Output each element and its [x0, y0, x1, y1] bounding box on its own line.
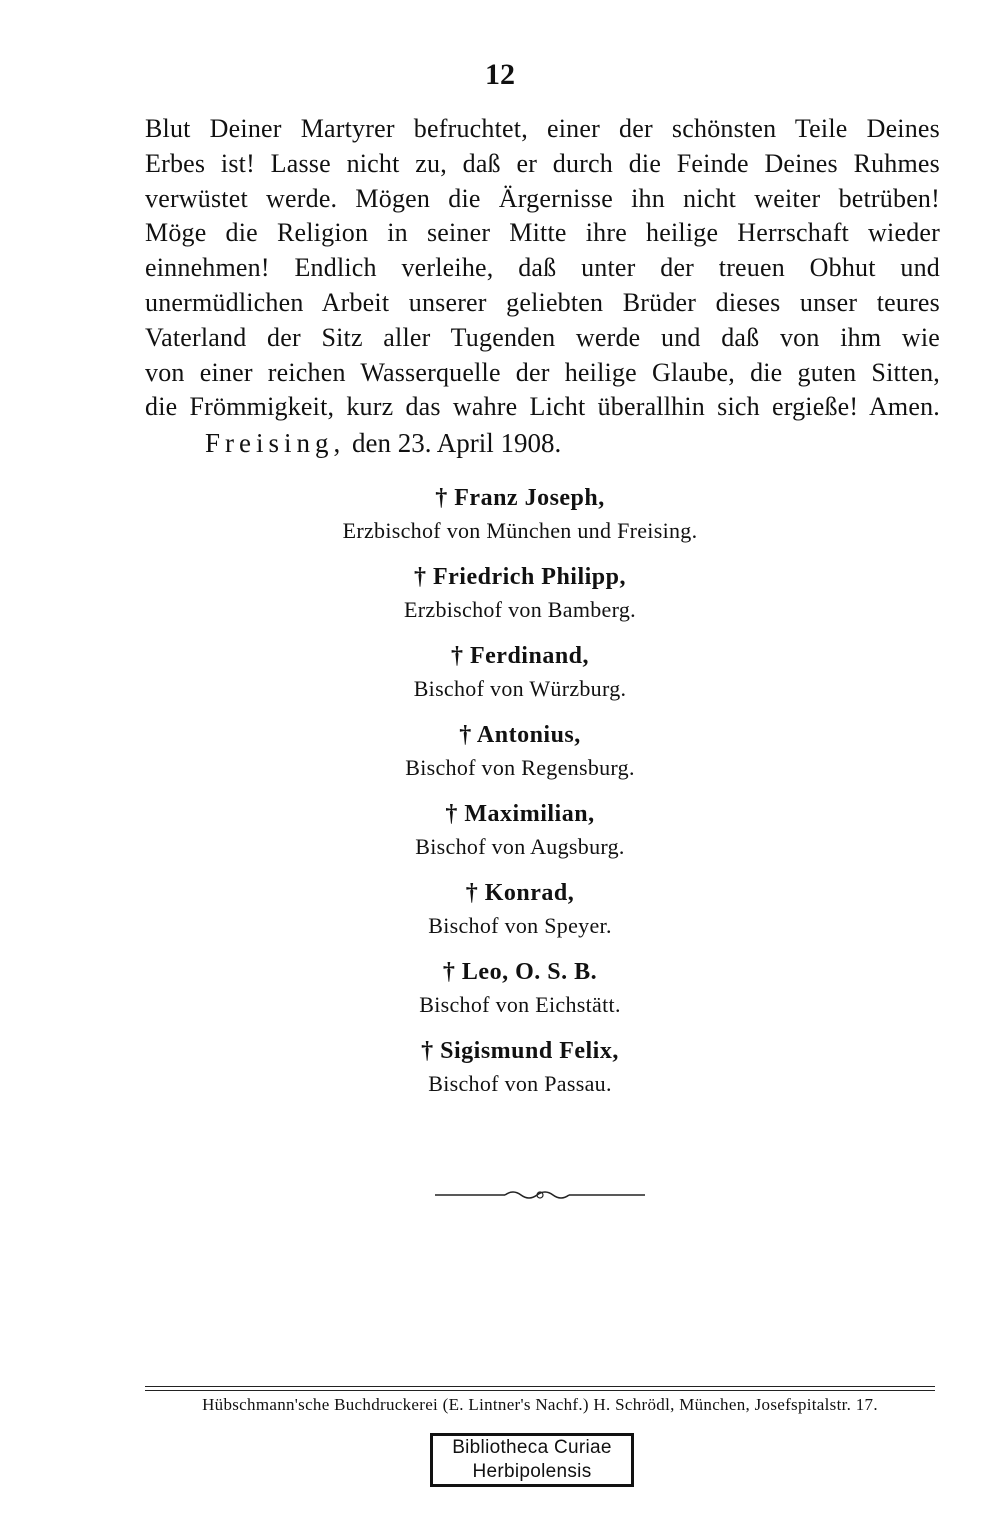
page-number: 12 [485, 58, 515, 91]
signature-block [330, 480, 710, 1112]
signatory-title: Bischof von Würzburg. [413, 676, 627, 701]
footer-rule [145, 1386, 935, 1387]
signature [330, 638, 710, 717]
signatory-title: Bischof von Eichstätt. [419, 992, 621, 1017]
text-line: Erbes ist! Lasse nicht zu, daß er durch die Feinde Deines Ruhmes [145, 148, 940, 178]
dateline-date: den 23. April 1908. [352, 428, 562, 458]
printer-imprint: Hübschmann'sche Buchdruckerei (E. Lintner's Nachf.) H. Schrödl, München, Josefspitalstr. 17. [202, 1395, 878, 1414]
dateline [205, 426, 561, 460]
signatory-name: † Sigismund Felix, [421, 1038, 619, 1064]
signature [330, 796, 710, 875]
ornamental-divider [435, 1186, 645, 1204]
text-line: von einer reichen Wasserquelle der heilige Glaube, die guten Sitten, [145, 357, 940, 387]
signature [330, 559, 710, 638]
signature [330, 1033, 710, 1112]
text-line: Vaterland der Sitz aller Tugenden werde und daß von ihm wie [145, 322, 940, 352]
signatory-title: Bischof von Augsburg. [415, 834, 625, 859]
library-stamp [430, 1433, 634, 1487]
signatory-title: Erzbischof von München und Freising. [342, 518, 698, 543]
body-text [145, 112, 940, 425]
signatory-name: † Friedrich Philipp, [413, 564, 626, 590]
dateline-place: Freising, [205, 428, 346, 458]
text-line: unermüdlichen Arbeit unserer geliebten Brüder dieses unser teures [145, 287, 940, 317]
signature [330, 875, 710, 954]
text-line: einnehmen! Endlich verleihe, daß unter der treuen Obhut und [145, 253, 940, 283]
signatory-title: Erzbischof von Bamberg. [404, 597, 636, 622]
signature [330, 954, 710, 1033]
signatory-name: † Antonius, [459, 722, 581, 748]
text-line: die Frömmigkeit, kurz das wahre Licht überallhin sich ergieße! Amen. [145, 392, 940, 422]
signatory-name: † Maximilian, [445, 801, 595, 827]
signatory-title: Bischof von Regensburg. [405, 755, 635, 780]
signatory-name: † Franz Joseph, [435, 485, 605, 511]
text-line: verwüstet werde. Mögen die Ärgernisse ihn nicht weiter betrüben! [145, 183, 940, 213]
signature [330, 480, 710, 559]
signatory-name: † Konrad, [465, 880, 575, 906]
stamp-line: Herbipolensis [472, 1461, 592, 1482]
signatory-name: † Leo, O. S. B. [442, 959, 598, 985]
signature [330, 717, 710, 796]
stamp-line: Bibliotheca Curiae [452, 1437, 612, 1458]
signatory-title: Bischof von Passau. [428, 1071, 612, 1096]
footer-rule [145, 1390, 935, 1391]
text-line: Möge die Religion in seiner Mitte ihre heilige Herrschaft wieder [145, 218, 940, 248]
signatory-name: † Ferdinand, [450, 643, 590, 669]
text-line: Blut Deiner Martyrer befruchtet, einer der schönsten Teile Deines [145, 114, 940, 143]
signatory-title: Bischof von Speyer. [428, 913, 612, 938]
